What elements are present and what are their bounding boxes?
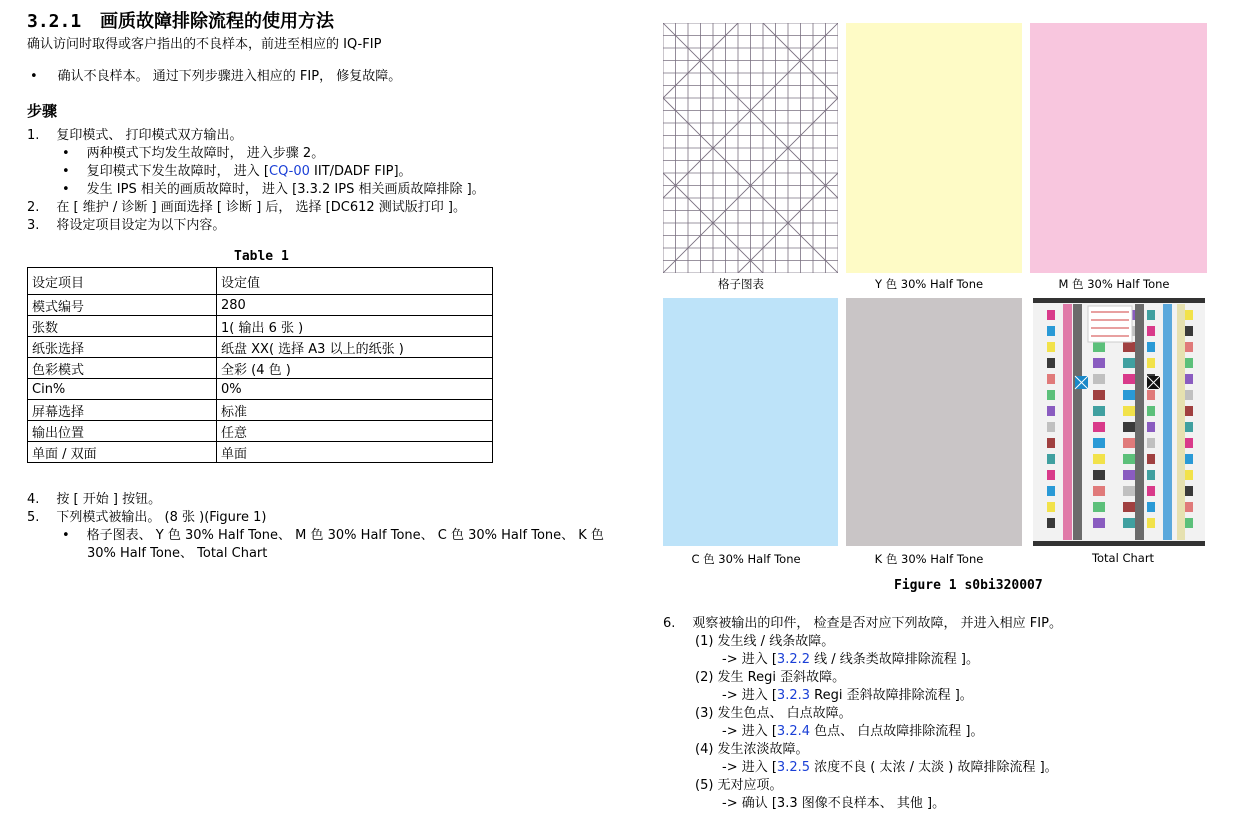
- table-cell-value: 纸盘 XX( 选择 A3 以上的纸张 ): [217, 337, 493, 358]
- section-number: 3.2.1: [27, 11, 82, 32]
- fault-item-2-label: (2) 发生 Regi 歪斜故障。: [695, 670, 846, 685]
- link-cq-00[interactable]: CQ-00: [269, 164, 310, 179]
- table-row: [28, 421, 493, 442]
- step-1-bullet-3-text: 发生 IPS 相关的画质故障时， 进入 [3.3.2 IPS 相关画质故障排除 ]。: [86, 182, 485, 197]
- table-cell-key: 纸张选择: [28, 337, 217, 358]
- step-5-bullet-line-1: 格子图表、 Y 色 30% Half Tone、 M 色 30% Half Tone、 C 色 30% Half Tone、 K 色: [86, 528, 604, 543]
- step-2-text: 在 [ 维护 / 诊断 ] 画面选择 [ 诊断 ] 后， 选择 [DC612 测试版打印 ]。: [56, 200, 466, 215]
- table-cell-key: 输出位置: [28, 421, 217, 442]
- table-cell-value: 280: [217, 295, 493, 316]
- table-row: [28, 316, 493, 337]
- table-row: [28, 358, 493, 379]
- step-5-bullet: • 格子图表、 Y 色 30% Half Tone、 M 色 30% Half Tone、 C 色 30% Half Tone、 K 色: [62, 528, 604, 543]
- table-cell-key: 色彩模式: [28, 358, 217, 379]
- intro-bullet-text: 确认不良样本。 通过下列步骤进入相应的 FIP， 修复故障。: [57, 69, 402, 84]
- fault-item-4-pre: -> 进入 [: [722, 760, 777, 775]
- total-chart-caption: Total Chart: [1091, 551, 1155, 565]
- section-title: [27, 7, 334, 33]
- y-halftone-caption: Y 色 30% Half Tone: [874, 277, 984, 291]
- table-caption: Table 1: [234, 249, 289, 264]
- step-1-num: 1.: [27, 128, 40, 143]
- fault-item-1-action: [722, 648, 979, 667]
- table-cell-key: 模式编号: [28, 295, 217, 316]
- intro-bullet: • 确认不良样本。 通过下列步骤进入相应的 FIP， 修复故障。: [30, 69, 402, 84]
- y-halftone-image: [846, 23, 1022, 273]
- step-1-bullet-1-text: 两种模式下均发生故障时， 进入步骤 2。: [86, 146, 325, 161]
- table-header-key: 设定项目: [28, 268, 217, 295]
- fault-item-1-pre: -> 进入 [: [722, 652, 777, 667]
- step-4-num: 4.: [27, 492, 40, 507]
- table-cell-value: 全彩 (4 色 ): [217, 358, 493, 379]
- step-1-bullet-1: • 两种模式下均发生故障时， 进入步骤 2。: [62, 146, 325, 161]
- link-3-2-4[interactable]: 3.2.4: [776, 724, 810, 739]
- fault-item-2-action: [722, 684, 973, 703]
- step-3: [27, 214, 225, 233]
- step-1: [27, 124, 243, 143]
- table-cell-key: Cin%: [28, 379, 217, 400]
- fault-item-3-label: (3) 发生色点、 白点故障。: [695, 706, 852, 721]
- link-3-2-5[interactable]: 3.2.5: [776, 760, 810, 775]
- table-cell-value: 标准: [217, 400, 493, 421]
- fault-item-3-action: [722, 720, 983, 739]
- link-3-2-3[interactable]: 3.2.3: [776, 688, 810, 703]
- section-intro: 确认访问时取得或客户指出的不良样本，前进至相应的 IQ-FIP: [27, 37, 382, 52]
- fault-item-3-post: 色点、 白点故障排除流程 ]。: [810, 724, 984, 739]
- section-title-text: 画质故障排除流程的使用方法: [100, 11, 334, 32]
- step-1-bullet-2-post: IIT/DADF FIP]。: [309, 164, 412, 179]
- step-5: [27, 506, 266, 525]
- grid-chart-caption: 格子图表: [718, 277, 764, 291]
- step-1-bullet-2-pre: 复印模式下发生故障时， 进入 [: [86, 164, 270, 179]
- table-row: [28, 295, 493, 316]
- fault-item-5-label: (5) 无对应项。: [695, 778, 783, 793]
- step-6-text: 观察被输出的印件， 检查是否对应下列故障， 并进入相应 FIP。: [692, 616, 1062, 631]
- link-3-2-2[interactable]: 3.2.2: [776, 652, 810, 667]
- table-header-value: 设定值: [217, 268, 493, 295]
- table-cell-value: 单面: [217, 442, 493, 463]
- step-3-num: 3.: [27, 218, 40, 233]
- grid-chart-image: [663, 23, 838, 273]
- total-chart-image: [1033, 298, 1205, 546]
- c-halftone-image: [663, 298, 838, 546]
- table-header-row: [28, 268, 493, 295]
- step-5-text: 下列模式被输出。 (8 张 )(Figure 1): [56, 510, 267, 525]
- fault-item-1-post: 线 / 线条类故障排除流程 ]。: [810, 652, 979, 667]
- table-row: [28, 442, 493, 463]
- k-halftone-caption: K 色 30% Half Tone: [874, 552, 984, 566]
- step-4: [27, 488, 161, 507]
- table-row: [28, 337, 493, 358]
- table-cell-key: 单面 / 双面: [28, 442, 217, 463]
- step-2: [27, 196, 466, 215]
- step-4-text: 按 [ 开始 ] 按钮。: [56, 492, 162, 507]
- step-6: [663, 612, 1062, 631]
- step-3-text: 将设定项目设定为以下内容。: [56, 218, 226, 233]
- step-1-text: 复印模式、 打印模式双方输出。: [56, 128, 243, 143]
- step-2-num: 2.: [27, 200, 40, 215]
- c-halftone-caption: C 色 30% Half Tone: [691, 552, 801, 566]
- m-halftone-caption: M 色 30% Half Tone: [1058, 277, 1170, 291]
- steps-heading: 步骤: [27, 102, 58, 120]
- fault-item-2-post: Regi 歪斜故障排除流程 ]。: [810, 688, 973, 703]
- fault-item-3-pre: -> 进入 [: [722, 724, 777, 739]
- table-cell-key: 屏幕选择: [28, 400, 217, 421]
- table-cell-key: 张数: [28, 316, 217, 337]
- fault-item-4-action: [722, 756, 1058, 775]
- k-halftone-image: [846, 298, 1022, 546]
- fault-item-4-post: 浓度不良 ( 太浓 / 太淡 ) 故障排除流程 ]。: [810, 760, 1058, 775]
- table-row: [28, 379, 493, 400]
- fault-item-1-label: (1) 发生线 / 线条故障。: [695, 634, 835, 649]
- m-halftone-image: [1030, 23, 1207, 273]
- fault-item-5-action: -> 确认 [3.3 图像不良样本、 其他 ]。: [722, 796, 946, 811]
- settings-table: [27, 267, 493, 463]
- step-5-bullet-line-2: 30% Half Tone、 Total Chart: [87, 546, 268, 561]
- step-1-bullet-2: • 复印模式下发生故障时， 进入 [CQ-00 IIT/DADF FIP]。: [62, 164, 412, 179]
- table-cell-value: 任意: [217, 421, 493, 442]
- table-row: [28, 400, 493, 421]
- step-6-num: 6.: [663, 616, 676, 631]
- figure-caption: Figure 1 s0bi320007: [894, 578, 1043, 593]
- fault-item-2-pre: -> 进入 [: [722, 688, 777, 703]
- step-5-num: 5.: [27, 510, 40, 525]
- step-1-bullet-3: • 发生 IPS 相关的画质故障时， 进入 [3.3.2 IPS 相关画质故障排除 ]。: [62, 182, 485, 197]
- table-cell-value: 0%: [217, 379, 493, 400]
- table-cell-value: 1( 输出 6 张 ): [217, 316, 493, 337]
- fault-item-4-label: (4) 发生浓淡故障。: [695, 742, 809, 757]
